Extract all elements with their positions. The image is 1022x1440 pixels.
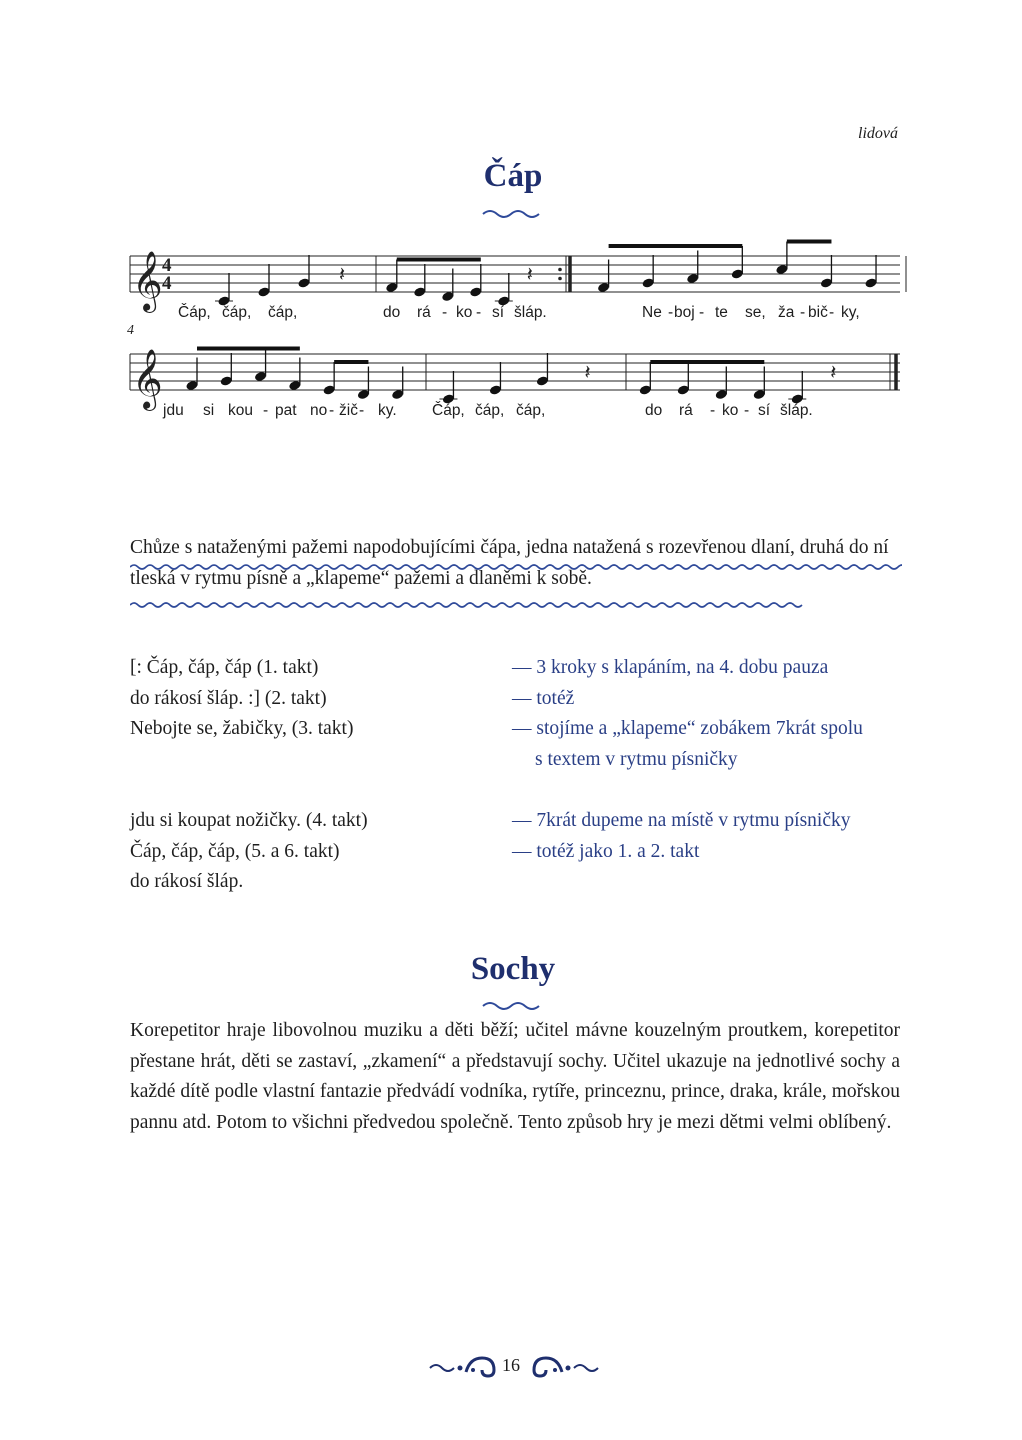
quarter-rest-icon: 𝄽 (526, 262, 533, 286)
lyric-syllable: te (715, 304, 728, 321)
step-action: — stojíme a „klapeme“ zobákem 7krát spolu (512, 718, 863, 739)
measure-number: 4 (127, 323, 134, 338)
step-lyric: Čáp, čáp, čáp, (5. a 6. takt) (130, 841, 340, 862)
lyric-syllable: rá (417, 304, 431, 321)
lyric-hyphen: - (359, 402, 365, 419)
lyric-hyphen: - (829, 304, 835, 321)
lyric-syllable: ky. (378, 402, 397, 419)
lyric-syllable: šláp. (780, 402, 813, 419)
step-lyric: jdu si koupat nožičky. (4. takt) (130, 810, 368, 831)
instruction-wave-underline (130, 561, 902, 611)
lyric-hyphen: - (442, 304, 448, 321)
quarter-rest-icon: 𝄽 (339, 262, 346, 286)
time-signature-bottom: 4 (162, 273, 172, 294)
title-wave-ornament (481, 208, 543, 220)
lyric-syllable: Ne (642, 304, 662, 321)
lyric-syllable: čáp, (516, 402, 546, 419)
song-title: Čáp (483, 158, 543, 194)
lyric-syllable: se, (745, 304, 766, 321)
section-body: Korepetitor hraje libovolnou muziku a děti běží; učitel mávne kouzelným proutkem, korepetitor přestane hrát, děti se zastaví, „zkamení“ a představují sochy. Učitel ukazuje na jednotlivé sochy a každé dítě podle vlastní fantazie předvádí vodníka, rytíře, princeznu, prince, draka, krále, mořskou pannu atd. Potom to všichni předvedou společně. Tento způsob hry je mezi dětmi velmi oblíbený. (130, 1020, 900, 1133)
quarter-rest-icon: 𝄽 (584, 360, 591, 384)
lyric-hyphen: - (800, 304, 806, 321)
instruction-paragraph: Chůze s nataženými pažemi napodobujícími čápa, jedna natažená s rozevřenou dlaní, druhá do ní tleská v rytmu písně a „klapeme“ pažemi a dlaněmi k sobě. (130, 537, 889, 589)
lyric-hyphen: - (476, 304, 482, 321)
quarter-rest-icon: 𝄽 (830, 360, 837, 384)
lyric-hyphen: - (263, 402, 269, 419)
treble-clef-icon: 𝄞 (132, 349, 163, 409)
lyric-syllable: si (203, 402, 215, 419)
lyric-syllable: rá (679, 402, 693, 419)
time-signature-top: 4 (162, 255, 172, 276)
lyric-hyphen: - (699, 304, 705, 321)
treble-clef-icon: 𝄞 (132, 251, 163, 311)
section-title-wave-ornament (481, 1000, 543, 1012)
lyric-syllable: kou (228, 402, 253, 419)
lyrics-line-2 (0, 402, 1022, 424)
page-number: 16 (502, 1355, 520, 1375)
step-action: — totéž (512, 688, 575, 709)
lyric-syllable: ky, (841, 304, 860, 321)
step-action: — 3 kroky s klapáním, na 4. dobu pauza (512, 657, 829, 678)
lyric-syllable: čáp, (475, 402, 505, 419)
step-action: s textem v rytmu písničky (535, 749, 738, 770)
lyric-syllable: sí (492, 304, 505, 321)
lyric-syllable: no (310, 402, 328, 419)
lyric-syllable: boj (674, 304, 695, 321)
lyric-syllable: sí (758, 402, 771, 419)
lyric-syllable: šláp. (514, 304, 547, 321)
lyric-syllable: čáp, (268, 304, 298, 321)
footer-ornament-right-icon (530, 1348, 600, 1378)
repeat-dot (558, 277, 562, 281)
lyric-syllable: jdu (163, 402, 184, 419)
step-lyric: do rákosí šláp. (130, 871, 244, 892)
lyric-hyphen: - (744, 402, 750, 419)
step-lyric: do rákosí šláp. :] (2. takt) (130, 688, 327, 709)
lyric-syllable: Čáp, (178, 304, 211, 321)
lyric-syllable: Čáp, (432, 402, 465, 419)
lyric-hyphen: - (329, 402, 335, 419)
lyrics-line-1 (0, 304, 1022, 326)
step-action: — 7krát dupeme na místě v rytmu písničky (512, 810, 851, 831)
lyric-syllable: ža (778, 304, 795, 321)
section-title: Sochy (470, 951, 556, 987)
lyric-syllable: ko (722, 402, 739, 419)
lyric-syllable: do (383, 304, 401, 321)
lyric-syllable: žič (339, 402, 358, 419)
staff-system-1 (130, 242, 906, 314)
lyric-hyphen: - (710, 402, 716, 419)
lyric-syllable: bič (808, 304, 828, 321)
lyric-syllable: ko (456, 304, 473, 321)
lyric-syllable: čáp, (222, 304, 252, 321)
step-lyric: Nebojte se, žabičky, (3. takt) (130, 718, 354, 739)
lyric-hyphen: - (668, 304, 674, 321)
lyric-syllable: pat (275, 402, 297, 419)
step-action: — totéž jako 1. a 2. takt (512, 841, 700, 862)
source-note: lidová (858, 125, 898, 142)
lyric-syllable: do (645, 402, 663, 419)
step-lyric: [: Čáp, čáp, čáp (1. takt) (130, 657, 319, 678)
repeat-dot (558, 268, 562, 272)
